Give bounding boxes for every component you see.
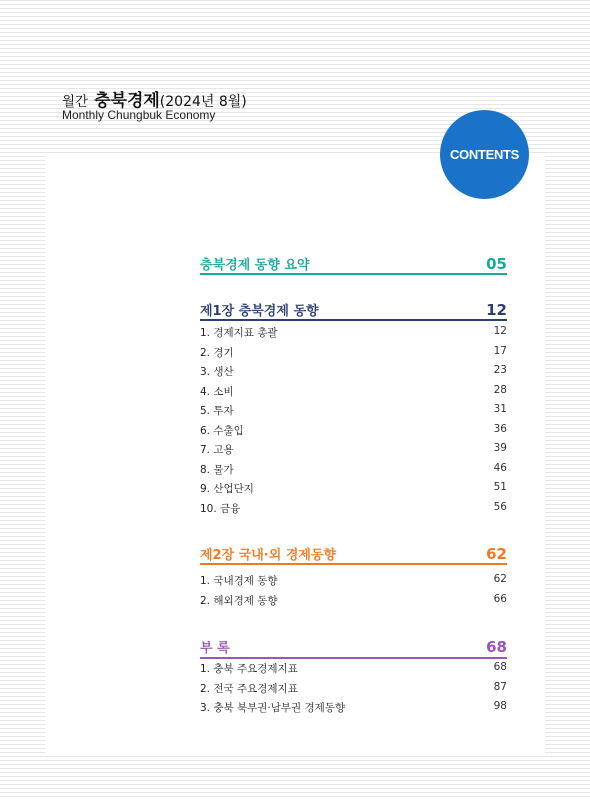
toc-item[interactable] — [200, 403, 507, 419]
page-subtitle: Monthly Chungbuk Economy — [62, 108, 216, 122]
contents-badge: CONTENTS — [440, 110, 529, 199]
toc-item[interactable] — [200, 345, 507, 361]
toc-chapter1-page: 12 — [486, 301, 507, 319]
toc-item[interactable] — [200, 384, 507, 400]
toc-item-label: 2. 해외경제 동향 — [200, 595, 278, 607]
toc-chapter1-rule — [200, 319, 507, 321]
toc-item-page: 56 — [493, 501, 507, 513]
toc-item[interactable] — [200, 364, 507, 380]
toc-item-label: 9. 산업단지 — [200, 483, 254, 495]
toc-item[interactable] — [200, 593, 507, 609]
toc-item[interactable] — [200, 501, 507, 517]
toc-chapter2-page: 62 — [486, 545, 507, 563]
toc-item-page: 28 — [493, 384, 507, 396]
title-main: 충북경제 — [94, 91, 160, 111]
toc-item-page: 23 — [493, 364, 507, 376]
title-suffix: (2024년 8월) — [159, 94, 247, 110]
toc-appendix[interactable] — [200, 634, 507, 656]
toc-appendix-page: 68 — [486, 638, 507, 656]
toc-item-label: 3. 생산 — [200, 366, 234, 378]
toc-item[interactable] — [200, 462, 507, 478]
toc-item-label: 10. 금융 — [200, 503, 241, 515]
toc-item-page: 87 — [493, 681, 507, 693]
toc-item-page: 66 — [493, 593, 507, 605]
toc-item[interactable] — [200, 700, 507, 716]
toc-item-page: 12 — [493, 325, 507, 337]
toc-item-page: 68 — [493, 661, 507, 673]
toc-item-label: 4. 소비 — [200, 386, 234, 398]
toc-item[interactable] — [200, 423, 507, 439]
toc-chapter2-title: 제2장 국내·외 경제동향 — [200, 548, 337, 563]
toc-item[interactable] — [200, 325, 507, 341]
toc-item-page: 39 — [493, 442, 507, 454]
toc-chapter2[interactable] — [200, 541, 507, 563]
toc-item-label: 7. 고용 — [200, 444, 234, 456]
toc-summary[interactable] — [200, 251, 507, 273]
toc-summary-page: 05 — [486, 255, 507, 273]
toc-item-label: 2. 경기 — [200, 347, 234, 359]
toc-chapter1[interactable] — [200, 297, 507, 319]
title-prefix: 월간 — [62, 94, 89, 110]
toc-item[interactable] — [200, 661, 507, 677]
toc-summary-title: 충북경제 동향 요약 — [200, 258, 310, 273]
toc-item-label: 8. 물가 — [200, 464, 234, 476]
toc-item-label: 6. 수출입 — [200, 425, 244, 437]
toc-item-label: 1. 충북 주요경제지표 — [200, 663, 298, 675]
toc-item-page: 62 — [493, 573, 507, 585]
toc-appendix-rule — [200, 657, 507, 659]
toc-item-page: 31 — [493, 403, 507, 415]
toc-item[interactable] — [200, 481, 507, 497]
toc-item-label: 1. 경제지표 총괄 — [200, 327, 278, 339]
toc-item[interactable] — [200, 681, 507, 697]
toc-item-label: 3. 충북 북부권·남부권 경제동향 — [200, 702, 346, 714]
toc-chapter1-title: 제1장 충북경제 동향 — [200, 304, 319, 319]
toc-item[interactable] — [200, 573, 507, 589]
toc-chapter2-rule — [200, 563, 507, 565]
toc-item-label: 1. 국내경제 동향 — [200, 575, 278, 587]
toc-item-label: 2. 전국 주요경제지표 — [200, 683, 298, 695]
toc-item-page: 98 — [493, 700, 507, 712]
toc-summary-rule — [200, 273, 507, 275]
toc-item-page: 36 — [493, 423, 507, 435]
toc-item-label: 5. 투자 — [200, 405, 234, 417]
toc-appendix-title: 부 록 — [200, 641, 230, 656]
toc-item-page: 17 — [493, 345, 507, 357]
toc-item-page: 51 — [493, 481, 507, 493]
toc-item-page: 46 — [493, 462, 507, 474]
toc-item[interactable] — [200, 442, 507, 458]
